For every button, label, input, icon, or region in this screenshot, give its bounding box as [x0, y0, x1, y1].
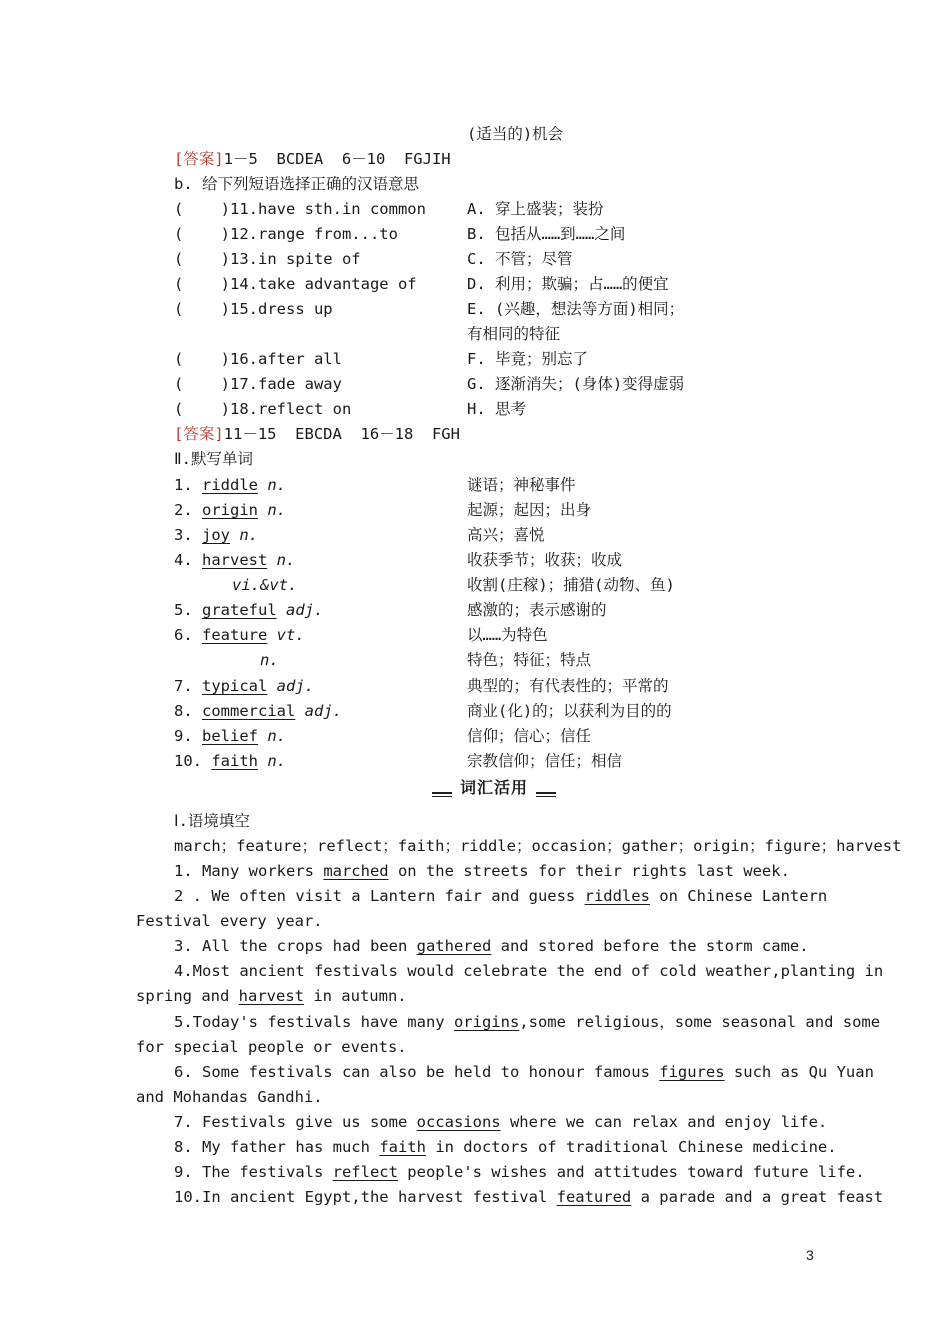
- answer-word: gathered: [416, 937, 492, 955]
- answer-word: occasions: [416, 1113, 501, 1131]
- answer-word: reflect: [332, 1163, 398, 1181]
- sentence-continuation: for special people or events.: [136, 1038, 407, 1056]
- phrase-item: ( )17.fade away: [174, 375, 342, 393]
- answer-word: origin: [202, 501, 258, 519]
- phrase-item: ( )16.after all: [174, 350, 342, 368]
- word-number: 8.: [174, 702, 202, 720]
- word-number: 9.: [174, 727, 202, 745]
- answer-word: feature: [202, 626, 268, 644]
- phrase-item: ( )14.take advantage of: [174, 275, 417, 293]
- word-number: 2.: [174, 501, 202, 519]
- sentence-text: a parade and a great feast: [631, 1188, 884, 1206]
- phrase-meaning: 有相同的特征: [467, 325, 561, 343]
- word-item: [174, 674, 314, 699]
- word-number: 5.: [174, 601, 202, 619]
- answer-word: riddles: [584, 887, 650, 905]
- sentence-text: 9. The festivals: [174, 1163, 333, 1181]
- word-number: 6.: [174, 626, 202, 644]
- word-meaning: 典型的；有代表性的；平常的: [467, 677, 669, 695]
- sentence-text: 8. My father has much: [174, 1138, 380, 1156]
- answer-tag: [答案]: [174, 150, 224, 168]
- sentence-text: where we can relax and enjoy life.: [500, 1113, 828, 1131]
- answer-tag: [答案]: [174, 425, 224, 443]
- sentence: [174, 1010, 880, 1035]
- sentence-text: 5.Today's festivals have many: [174, 1013, 454, 1031]
- sentence-text: in doctors of traditional Chinese medicine.: [425, 1138, 837, 1156]
- sentence: [174, 1110, 827, 1135]
- sentence-text: on the streets for their rights last week.: [388, 862, 790, 880]
- answer-word: featured: [556, 1188, 632, 1206]
- word-item: [174, 749, 286, 774]
- sentence-text: 10.In ancient Egypt,the harvest festival: [174, 1188, 557, 1206]
- sentence: [174, 1135, 837, 1160]
- sentence-text: and stored before the storm came.: [491, 937, 809, 955]
- banner-label: 词汇活用: [452, 777, 536, 799]
- word-item: [174, 598, 323, 623]
- word-meaning: 信仰；信心；信任: [467, 727, 592, 745]
- sentence: [174, 934, 809, 959]
- word-item: [174, 473, 286, 498]
- part-of-speech: vi.&vt.: [232, 576, 298, 594]
- word-number: 7.: [174, 677, 202, 695]
- word-meaning: 感激的；表示感谢的: [467, 601, 607, 619]
- page-number: 3: [806, 1247, 814, 1263]
- answer-word: figures: [659, 1063, 725, 1081]
- word-meaning: 商业(化)的；以获利为目的的: [467, 702, 672, 720]
- word-item: [174, 548, 295, 573]
- part-of-speech: n.: [267, 727, 287, 745]
- answer-word: origins: [453, 1013, 520, 1031]
- phrase-meaning: F. 毕竟；别忘了: [467, 350, 588, 368]
- phrase-meaning: E. (兴趣，想法等方面)相同；: [467, 300, 685, 318]
- sentence: [174, 1160, 865, 1185]
- section-b-title: b. 给下列短语选择正确的汉语意思: [174, 175, 419, 193]
- word-meaning: 谜语；神秘事件: [467, 476, 576, 494]
- sentence-text: 3. All the crops had been: [174, 937, 417, 955]
- answer-text: 1－5 BCDEA 6－10 FGJIH: [223, 150, 451, 168]
- phrase-item: ( )18.reflect on: [174, 400, 352, 418]
- continued-meaning: (适当的)机会: [467, 125, 564, 143]
- phrase-item: ( )13.in spite of: [174, 250, 361, 268]
- part-of-speech: adj.: [286, 601, 324, 619]
- sentence-text: 2 . We often visit a Lantern fair and guess: [174, 887, 585, 905]
- word-meaning: 起源；起因；出身: [467, 501, 592, 519]
- sentence-continuation: [136, 984, 407, 1009]
- section-3-title: Ⅰ.语境填空: [174, 812, 250, 830]
- phrase-meaning: D. 利用；欺骗；占……的便宜: [467, 275, 669, 293]
- part-of-speech: adj.: [304, 702, 342, 720]
- answer-text: 11－15 EBCDA 16－18 FGH: [223, 425, 460, 443]
- answer-line-1: [174, 147, 451, 172]
- word-item: [174, 724, 286, 749]
- word-number: 4.: [174, 551, 202, 569]
- word-meaning: 收割(庄稼)；捕猎(动物、鱼): [467, 576, 675, 594]
- phrase-meaning: A. 穿上盛装；装扮: [467, 200, 604, 218]
- word-meaning: 宗教信仰；信任；相信: [467, 752, 623, 770]
- answer-word: typical: [202, 677, 268, 695]
- word-number: 1.: [174, 476, 202, 494]
- sentence-text: on Chinese Lantern: [649, 887, 828, 905]
- sentence: [174, 859, 790, 884]
- sentence-text: ,some religious，some seasonal and some: [519, 1013, 881, 1031]
- answer-word: harvest: [202, 551, 268, 569]
- answer-word: harvest: [238, 987, 304, 1005]
- word-meaning: 特色；特征；特点: [467, 651, 592, 669]
- phrase-meaning: G. 逐渐消失；(身体)变得虚弱: [467, 375, 685, 393]
- sentence-text: such as Qu Yuan: [724, 1063, 874, 1081]
- sentence-continuation: and Mohandas Gandhi.: [136, 1088, 323, 1106]
- word-meaning: 高兴；喜悦: [467, 526, 545, 544]
- sentence-text: 1. Many workers: [174, 862, 324, 880]
- answer-line-2: [174, 422, 460, 447]
- sentence: [174, 884, 828, 909]
- answer-word: grateful: [202, 601, 277, 619]
- answer-word: faith: [211, 752, 258, 770]
- sentence-text: in autumn.: [303, 987, 407, 1005]
- answer-word: joy: [202, 526, 230, 544]
- part-of-speech: n.: [260, 651, 279, 669]
- sentence-text: 6. Some festivals can also be held to honour famous: [174, 1063, 660, 1081]
- answer-word: faith: [379, 1138, 426, 1156]
- word-item: [174, 523, 258, 548]
- section-banner: [432, 777, 556, 801]
- phrase-item: ( )11.have sth.in common: [174, 200, 426, 218]
- word-meaning: 收获季节；收获；收成: [467, 551, 623, 569]
- sentence-continuation: Festival every year.: [136, 912, 323, 930]
- sentence-text: spring and: [136, 987, 239, 1005]
- answer-word: commercial: [202, 702, 296, 720]
- sentence: 4.Most ancient festivals would celebrate the end of cold weather,planting in: [174, 962, 884, 980]
- word-item: [174, 498, 286, 523]
- part-of-speech: adj.: [276, 677, 314, 695]
- word-number: 3.: [174, 526, 202, 544]
- word-item: [174, 623, 305, 648]
- answer-word: riddle: [202, 476, 258, 494]
- word-item: [174, 699, 342, 724]
- phrase-meaning: B. 包括从……到……之间: [467, 225, 626, 243]
- part-of-speech: n.: [276, 551, 296, 569]
- part-of-speech: n.: [267, 501, 287, 519]
- answer-word: belief: [202, 727, 258, 745]
- word-bank: march；feature；reflect；faith；riddle；occasion；gather；origin；figure；harvest: [174, 837, 902, 855]
- word-number: 10.: [174, 752, 212, 770]
- phrase-item: ( )12.range from...to: [174, 225, 398, 243]
- sentence: [174, 1060, 874, 1085]
- word-meaning: 以……为特色: [467, 626, 548, 644]
- part-of-speech: vt.: [276, 626, 305, 644]
- part-of-speech: n.: [267, 752, 287, 770]
- answer-word: marched: [323, 862, 389, 880]
- sentence-text: 7. Festivals give us some: [174, 1113, 417, 1131]
- section-2-title: Ⅱ.默写单词: [174, 450, 253, 468]
- phrase-meaning: H. 思考: [467, 400, 526, 418]
- phrase-meaning: C. 不管；尽管: [467, 250, 573, 268]
- part-of-speech: n.: [239, 526, 259, 544]
- part-of-speech: n.: [267, 476, 287, 494]
- sentence: [174, 1185, 883, 1210]
- phrase-item: ( )15.dress up: [174, 300, 333, 318]
- sentence-text: people's wishes and attitudes toward future life.: [397, 1163, 865, 1181]
